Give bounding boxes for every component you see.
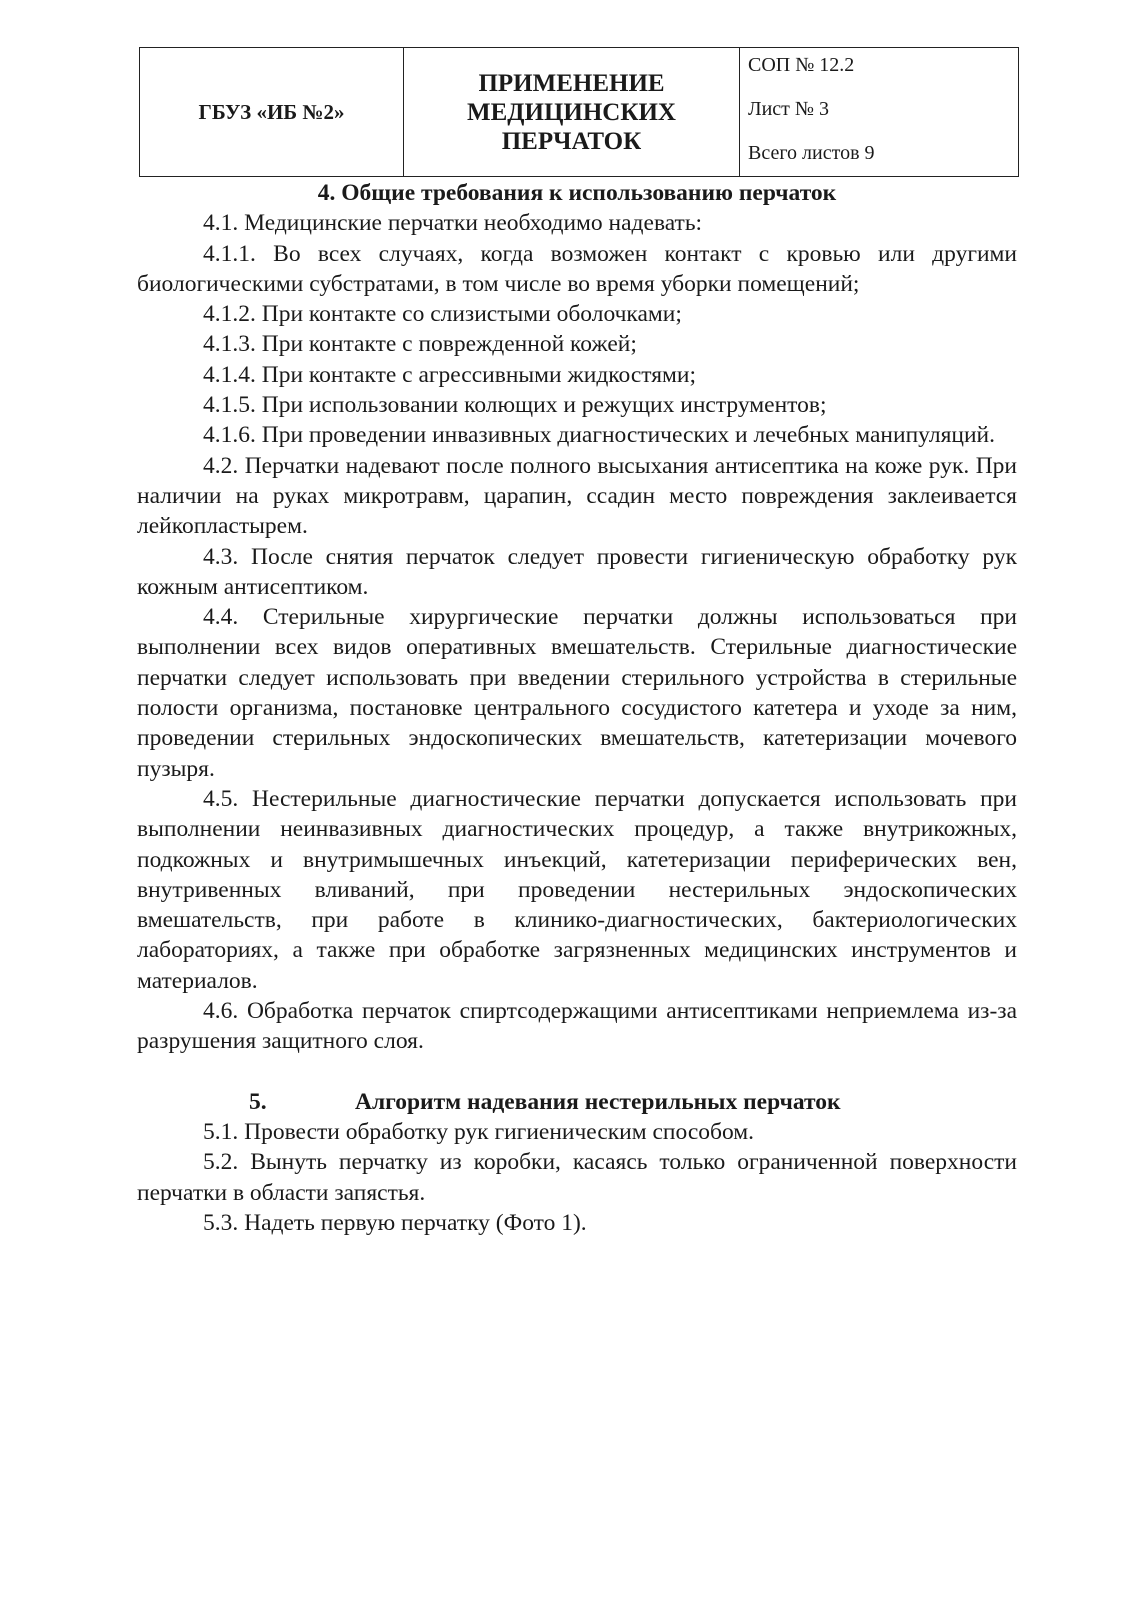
- section-title: Алгоритм надевания нестерильных перчаток: [355, 1088, 841, 1115]
- paragraph: 5.3. Надеть первую перчатку (Фото 1).: [203, 1209, 587, 1236]
- paragraph: 4.3. После снятия перчаток следует провести гигиеническую обработку рук кожным антисептиком.: [137, 543, 1017, 600]
- paragraph: 4.2. Перчатки надевают после полного высыхания антисептика на коже рук. При наличии на руках микротравм, царапин, ссадин место повреждения заклеивается лейкопластырем.: [137, 452, 1017, 540]
- section-heading: 4. Общие требования к использованию перчаток: [317, 180, 837, 206]
- paragraph: 5.2. Вынуть перчатку из коробки, касаясь только ограниченной поверхности перчатки в области запястья.: [137, 1149, 1017, 1206]
- paragraph: 4.1.1. Во всех случаях, когда возможен контакт с кровью или другими биологическими субстратами, в том числе во время уборки помещений;: [137, 240, 1017, 297]
- paragraph: 4.1.6. При проведении инвазивных диагностических и лечебных манипуляций.: [203, 422, 996, 449]
- paragraph: 4.1.3. При контакте с поврежденной кожей;: [203, 331, 637, 358]
- document-body: [137, 178, 1017, 1238]
- paragraph: 4.1.2. При контакте со слизистыми оболочками;: [203, 301, 682, 328]
- title-line: ПЕРЧАТОК: [501, 127, 642, 155]
- paragraph: 5.1. Провести обработку рук гигиеническим способом.: [203, 1118, 755, 1145]
- title-line: ПРИМЕНЕНИЕ: [478, 69, 665, 97]
- paragraph: 4.1. Медицинские перчатки необходимо надевать:: [203, 210, 703, 237]
- total-sheets: Всего листов 9: [748, 142, 875, 164]
- section-heading: [249, 1087, 1017, 1117]
- paragraph: 4.6. Обработка перчаток спиртсодержащими антисептиками неприемлема из-за разрушения защитного слоя.: [137, 998, 1017, 1055]
- paragraph: 4.1.4. При контакте с агрессивными жидкостями;: [203, 361, 697, 388]
- document-meta: [740, 48, 1018, 176]
- paragraph: 4.1.5. При использовании колющих и режущих инструментов;: [203, 392, 827, 419]
- sop-number: СОП № 12.2: [748, 54, 855, 76]
- title-line: МЕДИЦИНСКИХ: [467, 98, 676, 126]
- document-title: [404, 48, 740, 176]
- sheet-number: Лист № 3: [748, 98, 829, 120]
- section-number: 5.: [249, 1088, 267, 1115]
- header-table: [139, 47, 1019, 177]
- paragraph: 4.5. Нестерильные диагностические перчатки допускается использовать при выполнении неинвазивных диагностических процедур, а также внутрикожных, подкожных и внутримышечных инъекций, катетеризации периферических вен, внутривенных вливаний, при проведении нестерильных эндоскопических вмешательств, при работе в клинико-диагностических, бактериологических лабораториях, а также при обработке загрязненных медицинских инструментов и материалов.: [137, 785, 1017, 994]
- org-name: ГБУЗ «ИБ №2»: [140, 48, 404, 176]
- paragraph: 4.4. Стерильные хирургические перчатки должны использоваться при выполнении всех видов оперативных вмешательств. Стерильные диагностические перчатки следует использовать при введении стерильного устройства в стерильные полости организма, постановке центрального сосудистого катетера и уходе за ним, проведении стерильных эндоскопических вмешательств, катетеризации мочевого пузыря.: [137, 604, 1017, 782]
